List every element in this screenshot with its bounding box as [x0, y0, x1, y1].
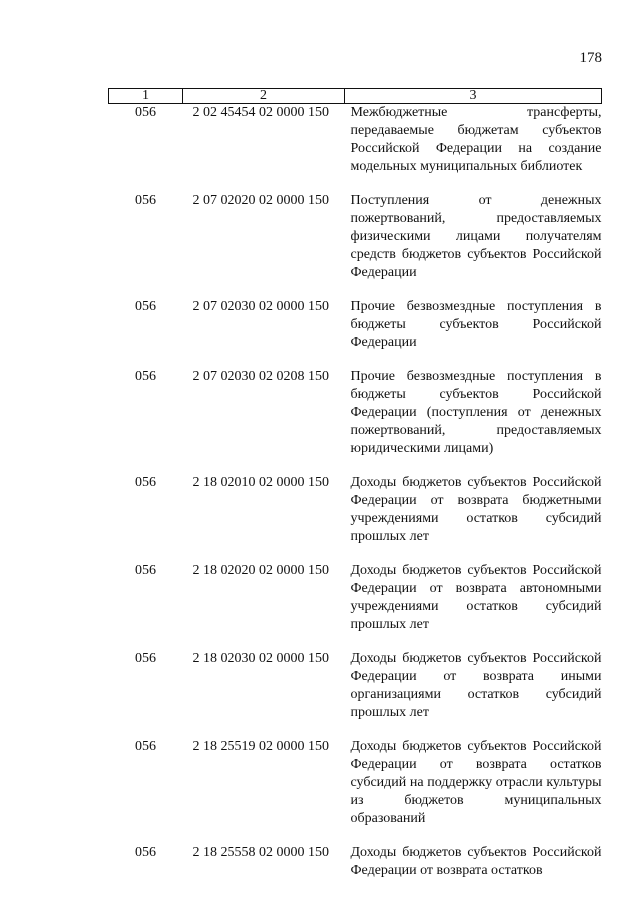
admin-code-cell: 056	[135, 845, 156, 860]
admin-code-cell: 056	[135, 369, 156, 384]
budget-code-table	[108, 88, 602, 896]
budget-code-cell: 2 07 02020 02 0000 150	[192, 193, 329, 208]
page-number: 178	[579, 50, 602, 66]
table-row	[109, 562, 602, 650]
table-row	[109, 474, 602, 562]
description-cell: Доходы бюджетов субъектов Российской Федерации от возврата автономными учреждениями остатков субсидий прошлых лет	[350, 563, 602, 632]
description-cell: Доходы бюджетов субъектов Российской Федерации от возврата остатков	[350, 845, 602, 878]
description-cell: Межбюджетные трансферты, передаваемые бюджетам субъектов Российской Федерации на создание модельных муниципальных библиотек	[350, 105, 602, 174]
budget-code-cell: 2 18 02010 02 0000 150	[192, 475, 329, 490]
table-header-row	[109, 89, 602, 104]
admin-code-cell: 056	[135, 651, 156, 666]
table-row	[109, 738, 602, 844]
admin-code-cell: 056	[135, 299, 156, 314]
column-header-3: 3	[345, 89, 602, 104]
table-row	[109, 844, 602, 896]
admin-code-cell: 056	[135, 475, 156, 490]
column-header-1: 1	[109, 89, 183, 104]
column-header-2: 2	[183, 89, 345, 104]
budget-code-cell: 2 18 02020 02 0000 150	[192, 563, 329, 578]
budget-code-cell: 2 18 02030 02 0000 150	[192, 651, 329, 666]
budget-code-cell: 2 07 02030 02 0208 150	[192, 369, 329, 384]
table-row	[109, 298, 602, 368]
budget-code-cell: 2 07 02030 02 0000 150	[192, 299, 329, 314]
description-cell: Прочие безвозмездные поступления в бюджеты субъектов Российской Федерации (поступления от денежных пожертвований, предоставляемых юридическими лицами)	[350, 369, 602, 456]
admin-code-cell: 056	[135, 105, 156, 120]
description-cell: Прочие безвозмездные поступления в бюджеты субъектов Российской Федерации	[350, 299, 602, 350]
budget-code-cell: 2 02 45454 02 0000 150	[192, 105, 329, 120]
admin-code-cell: 056	[135, 193, 156, 208]
description-cell: Доходы бюджетов субъектов Российской Федерации от возврата бюджетными учреждениями остатков субсидий прошлых лет	[350, 475, 602, 544]
description-cell: Доходы бюджетов субъектов Российской Федерации от возврата остатков субсидий на поддержку отрасли культуры из бюджетов муниципальных образований	[350, 739, 602, 826]
table-row	[109, 650, 602, 738]
description-cell: Доходы бюджетов субъектов Российской Федерации от возврата иными организациями остатков субсидий прошлых лет	[350, 651, 602, 720]
budget-code-cell: 2 18 25558 02 0000 150	[192, 845, 329, 860]
table-row	[109, 104, 602, 193]
table-row	[109, 368, 602, 474]
budget-code-cell: 2 18 25519 02 0000 150	[192, 739, 329, 754]
admin-code-cell: 056	[135, 739, 156, 754]
table-row	[109, 192, 602, 298]
admin-code-cell: 056	[135, 563, 156, 578]
description-cell: Поступления от денежных пожертвований, предоставляемых физическими лицами получателям средств бюджетов субъектов Российской Федерации	[350, 193, 602, 280]
